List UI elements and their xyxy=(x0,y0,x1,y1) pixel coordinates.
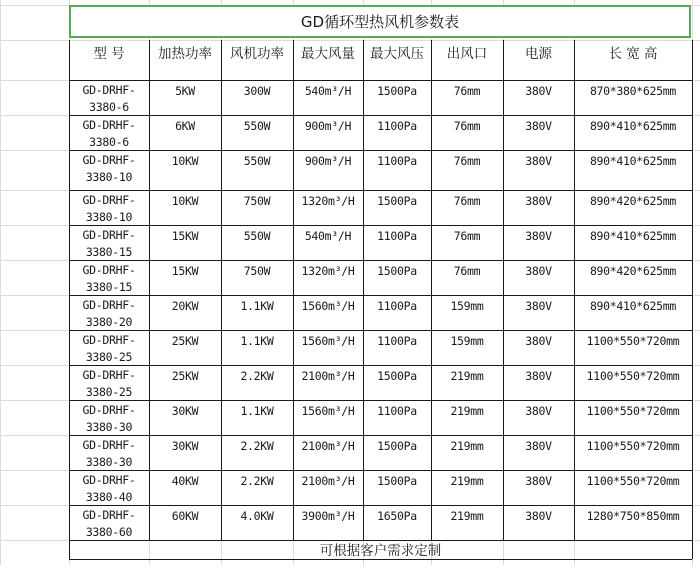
header-cell[interactable]: 型 号 xyxy=(93,46,125,62)
model-line: GD-DRHF- xyxy=(82,228,136,242)
model-line: 3380-15 xyxy=(85,280,133,294)
dimensions-cell[interactable]: 890*410*625mm xyxy=(589,119,677,133)
power-supply-cell[interactable]: 380V xyxy=(525,404,552,418)
model-line: 3380-10 xyxy=(85,170,133,184)
header-cell[interactable]: 长 宽 高 xyxy=(608,46,658,62)
outlet-cell[interactable]: 76mm xyxy=(453,194,481,208)
dimensions-cell[interactable]: 890*410*625mm xyxy=(589,154,677,168)
outlet-cell[interactable]: 76mm xyxy=(453,229,481,243)
outlet-cell[interactable]: 219mm xyxy=(450,439,484,453)
max-airflow-cell[interactable]: 1320m³/H xyxy=(301,264,355,278)
fan-power-cell[interactable]: 1.1KW xyxy=(240,404,274,418)
model-cell[interactable] xyxy=(69,330,149,365)
heat-power-cell[interactable]: 25KW xyxy=(171,369,199,383)
max-pressure-cell[interactable]: 1500Pa xyxy=(377,264,417,278)
model-cell[interactable] xyxy=(69,115,149,150)
max-airflow-cell[interactable]: 900m³/H xyxy=(304,119,352,133)
dimensions-cell[interactable]: 1100*550*720mm xyxy=(586,404,680,418)
outlet-cell[interactable]: 219mm xyxy=(450,404,484,418)
power-supply-cell[interactable]: 380V xyxy=(525,119,552,133)
max-airflow-cell[interactable]: 2100m³/H xyxy=(301,474,355,488)
dimensions-cell[interactable]: 890*420*625mm xyxy=(589,194,677,208)
model-line: GD-DRHF- xyxy=(82,333,136,347)
outlet-cell[interactable]: 76mm xyxy=(453,119,481,133)
heat-power-cell[interactable]: 5KW xyxy=(175,84,195,98)
dimensions-cell[interactable]: 1100*550*720mm xyxy=(586,369,680,383)
max-pressure-cell[interactable]: 1500Pa xyxy=(377,84,417,98)
max-airflow-cell[interactable]: 540m³/H xyxy=(304,229,352,243)
model-line: 3380-60 xyxy=(85,525,133,539)
model-line: 3380-30 xyxy=(85,455,133,469)
heat-power-cell[interactable]: 6KW xyxy=(175,119,195,133)
fan-power-cell[interactable]: 750W xyxy=(243,194,271,208)
heat-power-cell[interactable]: 30KW xyxy=(171,439,199,453)
model-line: 3380-6 xyxy=(89,100,129,114)
table-rule-vertical xyxy=(692,40,693,559)
model-cell[interactable] xyxy=(69,190,149,225)
power-supply-cell[interactable]: 380V xyxy=(525,369,552,383)
power-supply-cell[interactable]: 380V xyxy=(525,154,552,168)
model-line: GD-DRHF- xyxy=(82,298,136,312)
header-cell[interactable]: 最大风量 xyxy=(301,46,355,62)
fan-power-cell[interactable]: 1.1KW xyxy=(240,334,274,348)
heat-power-cell[interactable]: 25KW xyxy=(171,334,199,348)
model-line: GD-DRHF- xyxy=(82,83,136,97)
model-line: GD-DRHF- xyxy=(82,153,136,167)
model-line: GD-DRHF- xyxy=(82,368,136,382)
model-cell[interactable] xyxy=(69,150,149,190)
model-line: 3380-20 xyxy=(85,315,133,329)
max-airflow-cell[interactable]: 2100m³/H xyxy=(301,439,355,453)
model-cell[interactable] xyxy=(69,400,149,435)
heat-power-cell[interactable]: 30KW xyxy=(171,404,199,418)
dimensions-cell[interactable]: 1100*550*720mm xyxy=(586,474,680,488)
table-title-cell[interactable] xyxy=(69,5,691,38)
model-cell[interactable] xyxy=(69,80,149,115)
max-pressure-cell[interactable]: 1100Pa xyxy=(377,334,417,348)
header-cell[interactable]: 风机功率 xyxy=(230,46,284,62)
power-supply-cell[interactable]: 380V xyxy=(525,299,552,313)
heat-power-cell[interactable]: 10KW xyxy=(171,154,199,168)
power-supply-cell[interactable]: 380V xyxy=(525,264,552,278)
header-cell[interactable]: 电源 xyxy=(525,46,552,62)
dimensions-cell[interactable]: 1280*750*850mm xyxy=(586,509,680,523)
max-pressure-cell[interactable]: 1500Pa xyxy=(377,369,417,383)
model-cell[interactable] xyxy=(69,260,149,295)
max-airflow-cell[interactable]: 1560m³/H xyxy=(301,299,355,313)
max-pressure-cell[interactable]: 1100Pa xyxy=(377,229,417,243)
fan-power-cell[interactable]: 550W xyxy=(243,229,271,243)
outlet-cell[interactable]: 219mm xyxy=(450,474,484,488)
outlet-cell[interactable]: 219mm xyxy=(450,509,484,523)
model-cell[interactable] xyxy=(69,470,149,505)
outlet-cell[interactable]: 76mm xyxy=(453,84,481,98)
model-line: GD-DRHF- xyxy=(82,263,136,277)
max-pressure-cell[interactable]: 1500Pa xyxy=(377,439,417,453)
header-cell[interactable]: 最大风压 xyxy=(370,46,424,62)
model-cell[interactable] xyxy=(69,365,149,400)
max-pressure-cell[interactable]: 1100Pa xyxy=(377,119,417,133)
heat-power-cell[interactable]: 20KW xyxy=(171,299,199,313)
heat-power-cell[interactable]: 15KW xyxy=(171,229,199,243)
dimensions-cell[interactable]: 870*380*625mm xyxy=(589,84,677,98)
model-line: GD-DRHF- xyxy=(82,473,136,487)
outlet-cell[interactable]: 76mm xyxy=(453,264,481,278)
fan-power-cell[interactable]: 2.2KW xyxy=(240,439,274,453)
fan-power-cell[interactable]: 2.2KW xyxy=(240,474,274,488)
power-supply-cell[interactable]: 380V xyxy=(525,509,552,523)
model-cell[interactable] xyxy=(69,505,149,540)
max-airflow-cell[interactable]: 540m³/H xyxy=(304,84,352,98)
dimensions-cell[interactable]: 1100*550*720mm xyxy=(586,439,680,453)
outlet-cell[interactable]: 159mm xyxy=(450,334,484,348)
model-line: GD-DRHF- xyxy=(82,193,136,207)
power-supply-cell[interactable]: 380V xyxy=(525,439,552,453)
max-airflow-cell[interactable]: 900m³/H xyxy=(304,154,352,168)
model-line: 3380-10 xyxy=(85,210,133,224)
outlet-cell[interactable]: 76mm xyxy=(453,154,481,168)
power-supply-cell[interactable]: 380V xyxy=(525,474,552,488)
max-airflow-cell[interactable]: 2100m³/H xyxy=(301,369,355,383)
power-supply-cell[interactable]: 380V xyxy=(525,229,552,243)
model-line: 3380-25 xyxy=(85,385,133,399)
model-line: 3380-40 xyxy=(85,490,133,504)
power-supply-cell[interactable]: 380V xyxy=(525,194,552,208)
model-cell[interactable] xyxy=(69,225,149,260)
max-pressure-cell[interactable]: 1100Pa xyxy=(377,299,417,313)
dimensions-cell[interactable]: 1100*550*720mm xyxy=(586,334,680,348)
gridline-vertical xyxy=(0,0,1,565)
dimensions-cell[interactable]: 890*420*625mm xyxy=(589,264,677,278)
fan-power-cell[interactable]: 1.1KW xyxy=(240,299,274,313)
max-airflow-cell[interactable]: 1560m³/H xyxy=(301,404,355,418)
dimensions-cell[interactable]: 890*410*625mm xyxy=(589,229,677,243)
fan-power-cell[interactable]: 550W xyxy=(243,154,271,168)
model-line: GD-DRHF- xyxy=(82,508,136,522)
max-airflow-cell[interactable]: 1560m³/H xyxy=(301,334,355,348)
model-line: 3380-25 xyxy=(85,350,133,364)
fan-power-cell[interactable]: 300W xyxy=(243,84,271,98)
model-line: 3380-30 xyxy=(85,420,133,434)
max-airflow-cell[interactable]: 3900m³/H xyxy=(301,509,355,523)
model-cell[interactable] xyxy=(69,435,149,470)
model-line: GD-DRHF- xyxy=(82,403,136,417)
max-pressure-cell[interactable]: 1100Pa xyxy=(377,404,417,418)
power-supply-cell[interactable]: 380V xyxy=(525,334,552,348)
model-line: 3380-6 xyxy=(89,135,129,149)
fan-power-cell[interactable]: 2.2KW xyxy=(240,369,274,383)
max-pressure-cell[interactable]: 1500Pa xyxy=(377,474,417,488)
fan-power-cell[interactable]: 550W xyxy=(243,119,271,133)
max-pressure-cell[interactable]: 1500Pa xyxy=(377,194,417,208)
outlet-cell[interactable]: 159mm xyxy=(450,299,484,313)
outlet-cell[interactable]: 219mm xyxy=(450,369,484,383)
header-cell[interactable]: 加热功率 xyxy=(158,46,212,62)
model-cell[interactable] xyxy=(69,295,149,330)
heat-power-cell[interactable]: 40KW xyxy=(171,474,199,488)
model-line: GD-DRHF- xyxy=(82,438,136,452)
dimensions-cell[interactable]: 890*410*625mm xyxy=(589,299,677,313)
heat-power-cell[interactable]: 15KW xyxy=(171,264,199,278)
header-cell[interactable]: 出风口 xyxy=(446,46,488,62)
max-pressure-cell[interactable]: 1650Pa xyxy=(377,509,417,523)
heat-power-cell[interactable]: 60KW xyxy=(171,509,199,523)
fan-power-cell[interactable]: 4.0KW xyxy=(240,509,274,523)
max-airflow-cell[interactable]: 1320m³/H xyxy=(301,194,355,208)
footer-note[interactable]: 可根据客户需求定制 xyxy=(69,539,692,560)
model-line: GD-DRHF- xyxy=(82,118,136,132)
heat-power-cell[interactable]: 10KW xyxy=(171,194,199,208)
fan-power-cell[interactable]: 750W xyxy=(243,264,271,278)
max-pressure-cell[interactable]: 1100Pa xyxy=(377,154,417,168)
power-supply-cell[interactable]: 380V xyxy=(525,84,552,98)
table-title: GD循环型热风机参数表 xyxy=(300,13,460,31)
model-line: 3380-15 xyxy=(85,245,133,259)
